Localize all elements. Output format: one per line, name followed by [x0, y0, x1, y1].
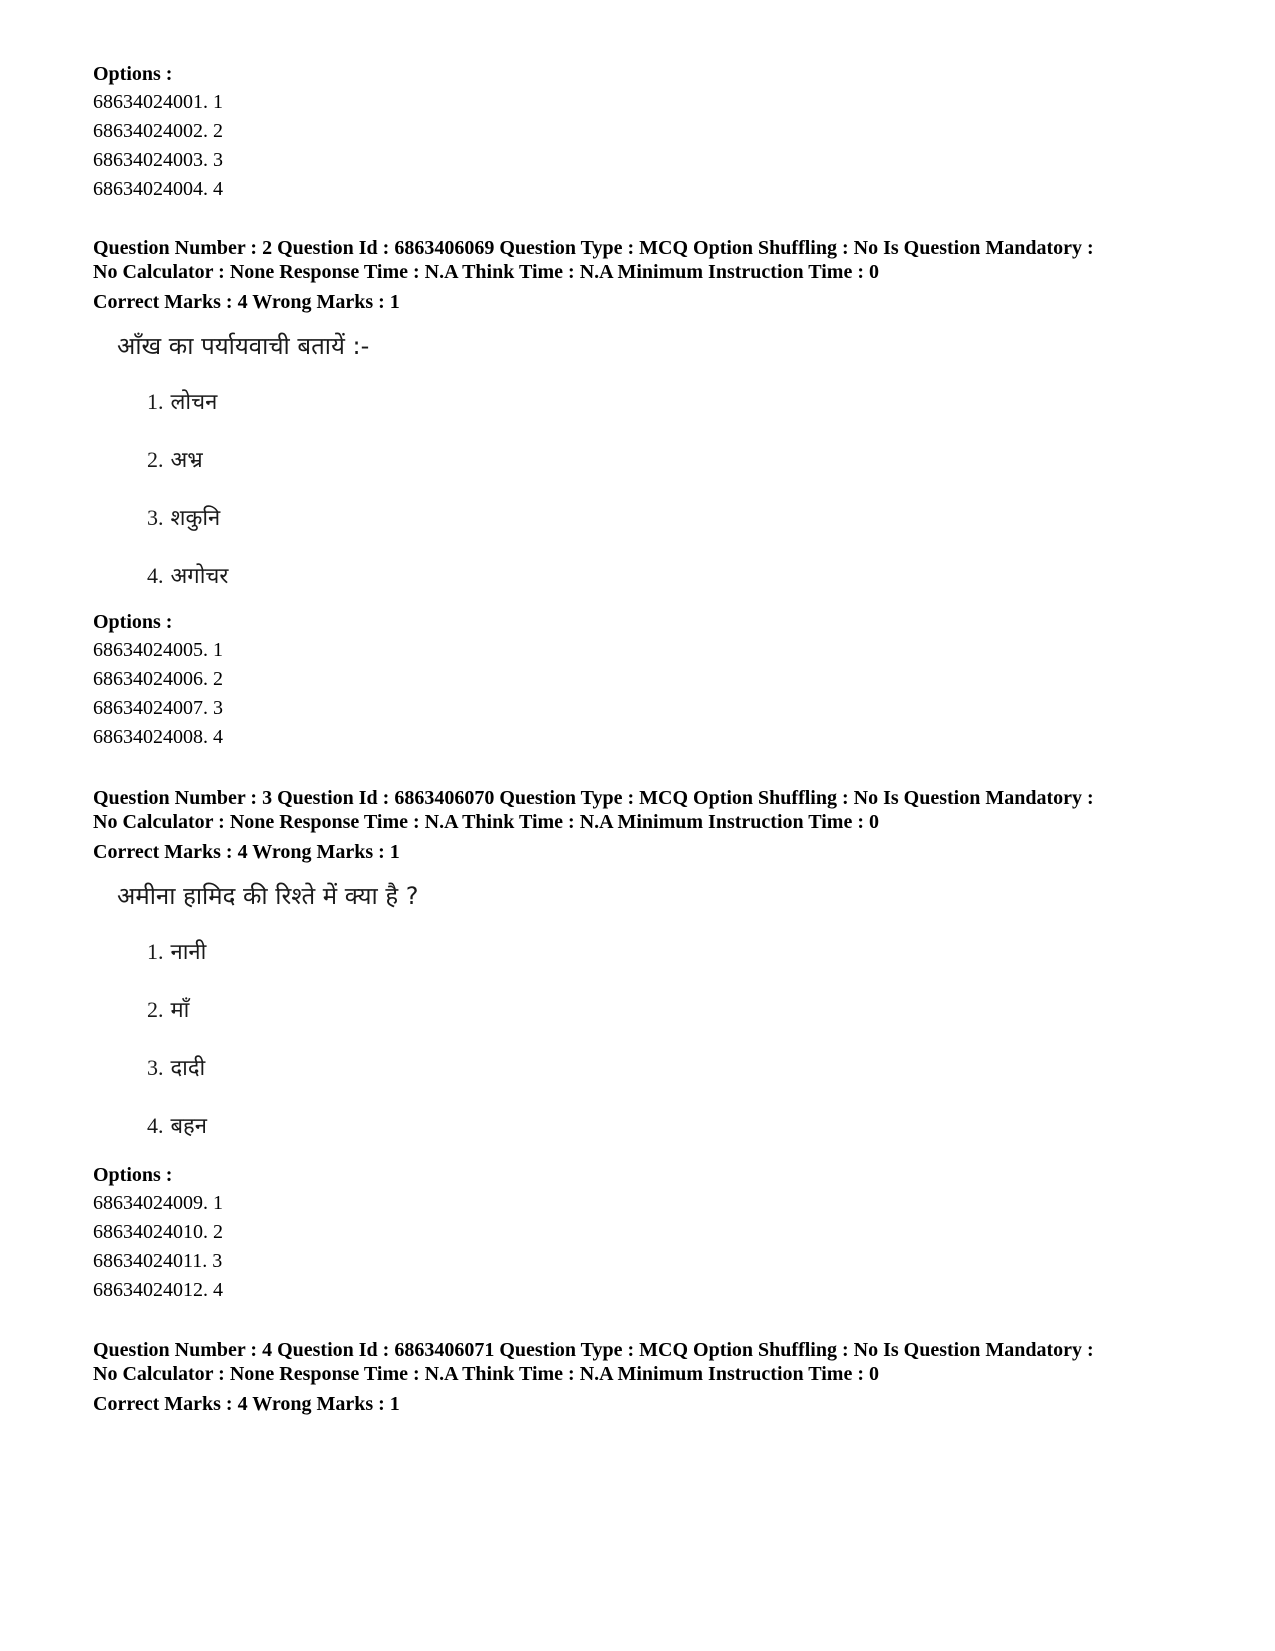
- question-3: [93, 786, 1193, 866]
- option-id-line: 68634024011. 3: [93, 1250, 223, 1272]
- options-section-q3: [93, 1161, 1193, 1305]
- question-header-line: No Calculator : None Response Time : N.A Think Time : N.A Minimum Instruction Time : 0: [93, 1363, 879, 1385]
- options-section-q2: [93, 608, 1193, 752]
- question-choice: 2. अभ्र: [147, 447, 203, 473]
- question-header-line: Question Number : 4 Question Id : 6863406071 Question Type : MCQ Option Shuffling : No Is Question Mandatory :: [93, 1339, 1094, 1361]
- options-label: Options :: [93, 611, 173, 633]
- option-id-line: 68634024007. 3: [93, 697, 223, 719]
- question-choice: 4. बहन: [147, 1113, 207, 1139]
- option-id-line: 68634024002. 2: [93, 120, 223, 142]
- question-4: [93, 1338, 1193, 1418]
- option-id-line: 68634024012. 4: [93, 1279, 223, 1301]
- option-id-line: 68634024005. 1: [93, 639, 223, 661]
- question-marks: Correct Marks : 4 Wrong Marks : 1: [93, 291, 400, 313]
- question-choice: 1. नानी: [147, 939, 207, 965]
- options-label: Options :: [93, 63, 173, 85]
- option-id-line: 68634024009. 1: [93, 1192, 223, 1214]
- option-id-line: 68634024008. 4: [93, 726, 223, 748]
- question-2-body: [93, 330, 1193, 593]
- option-id-line: 68634024006. 2: [93, 668, 223, 690]
- question-header-line: No Calculator : None Response Time : N.A Think Time : N.A Minimum Instruction Time : 0: [93, 261, 879, 283]
- option-id-line: 68634024004. 4: [93, 178, 223, 200]
- question-text: आँख का पर्यायवाची बतायें :-: [117, 332, 370, 360]
- question-header-line: No Calculator : None Response Time : N.A Think Time : N.A Minimum Instruction Time : 0: [93, 811, 879, 833]
- option-id-line: 68634024001. 1: [93, 91, 223, 113]
- options-label: Options :: [93, 1164, 173, 1186]
- question-header-line: Question Number : 3 Question Id : 6863406070 Question Type : MCQ Option Shuffling : No Is Question Mandatory :: [93, 787, 1094, 809]
- option-id-line: 68634024003. 3: [93, 149, 223, 171]
- question-choice: 1. लोचन: [147, 389, 218, 415]
- question-3-body: [93, 880, 1193, 1143]
- question-text: अमीना हामिद की रिश्ते में क्या है ?: [117, 882, 419, 910]
- question-choice: 3. दादी: [147, 1055, 206, 1081]
- options-section-q1: [93, 60, 1193, 204]
- option-id-line: 68634024010. 2: [93, 1221, 223, 1243]
- question-marks: Correct Marks : 4 Wrong Marks : 1: [93, 1393, 400, 1415]
- question-header-line: Question Number : 2 Question Id : 6863406069 Question Type : MCQ Option Shuffling : No Is Question Mandatory :: [93, 237, 1094, 259]
- question-choice: 4. अगोचर: [147, 563, 229, 589]
- question-choice: 3. शकुनि: [147, 505, 221, 531]
- question-2: [93, 236, 1193, 316]
- question-choice: 2. माँ: [147, 997, 190, 1023]
- question-marks: Correct Marks : 4 Wrong Marks : 1: [93, 841, 400, 863]
